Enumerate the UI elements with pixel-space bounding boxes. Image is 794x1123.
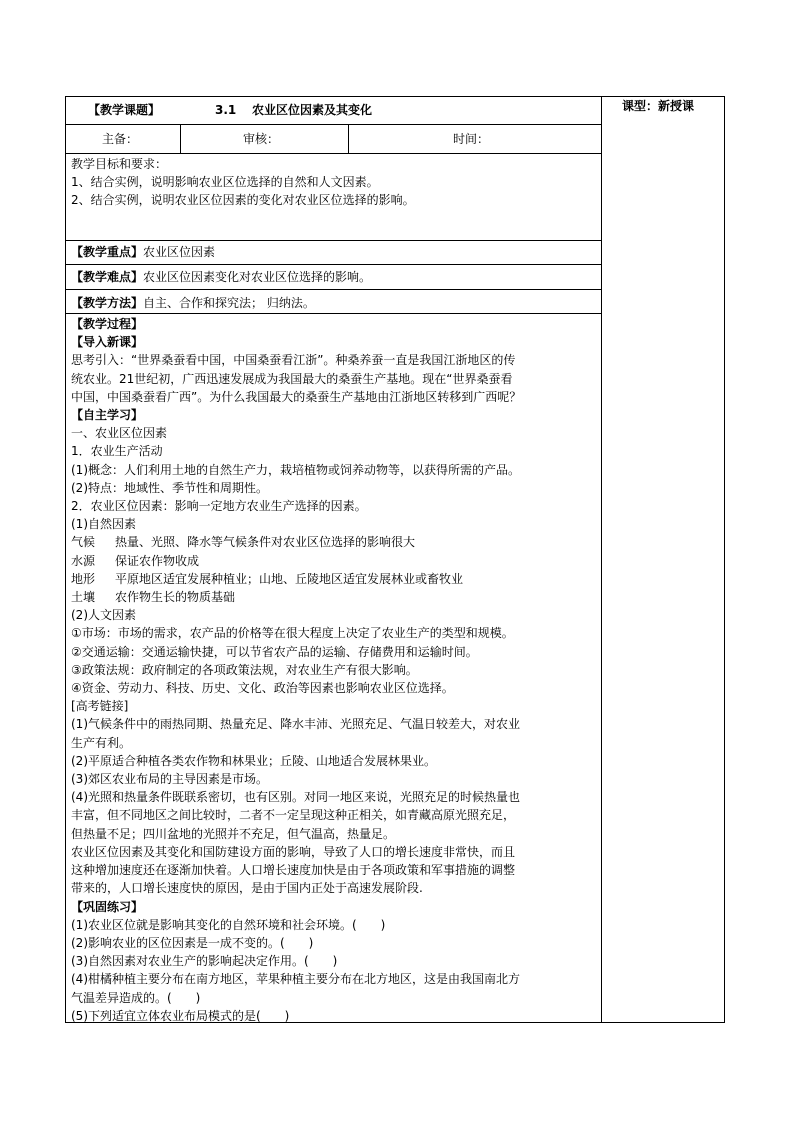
human-factor: ②交通运输：交通运输快捷，可以节省农产品的运输、存储费用和运输时间。 [71, 644, 478, 659]
natural-factors-label: (1)自然因素 [71, 517, 136, 532]
factor-value: 农作物生长的物质基础 [115, 590, 236, 605]
key-point-text: 农业区位因素 [143, 245, 216, 259]
row-divider-4 [65, 264, 602, 265]
topic-number: 3.1 [215, 103, 237, 117]
natural-factor-row [71, 533, 599, 551]
natural-factor-row [71, 570, 599, 588]
exam-line: (3)郊区农业布局的主导因素是市场。 [71, 772, 268, 787]
exam-line: (4)光照和热量条件既联系密切，也有区别。对同一地区来说，光照充足的时候热量也 [71, 790, 521, 805]
list-item: (1)概念：人们利用土地的自然生产力，栽培植物或饲养动物等，以获得所需的产品。 [71, 462, 521, 477]
practice-item: (5)下列适宜立体农业布局模式的是( ) [71, 1008, 290, 1023]
review-field: 审核： [243, 132, 280, 146]
intro-line: 思考引入：“世界桑蚕看中国，中国桑蚕看江浙”。种桑养蚕一直是我国江浙地区的传 [71, 353, 516, 368]
exam-line: 带来的，人口增长速度快的原因，是由于国内正处于高速发展阶段. [71, 881, 423, 896]
topic-title: 农业区位因素及其变化 [252, 103, 373, 117]
key-point-row [71, 243, 599, 261]
subsection-heading: 1．农业生产活动 [71, 444, 163, 459]
exam-line: 这种增加速度还在逐渐加快着。人口增长速度加快是由于各项政策和军事措施的调整 [71, 863, 516, 878]
table-border-right [724, 96, 725, 1023]
exam-line: 丰富，但不同地区之间比较时，二者不一定呈现这种正相关，如青藏高原光照充足， [71, 808, 516, 823]
natural-factor-row [71, 588, 599, 606]
human-factor: ①市场：市场的需求，农产品的价格等在很大程度上决定了农业生产的类型和规模。 [71, 626, 514, 641]
intro-line: 中国，中国桑蚕看广西”。为什么我国最大的桑蚕生产基地由江浙地区转移到广西呢？ [71, 389, 522, 404]
practice-item: (2)影响农业的区位因素是一成不变的。( ) [71, 935, 314, 950]
factor-key: 土壤 [71, 590, 96, 605]
host-field: 主备： [102, 132, 139, 146]
section-heading: 一、农业区位因素 [71, 426, 168, 441]
exam-line: (2)平原适合种植各类农作物和林果业；丘陵、山地适合发展林果业。 [71, 753, 437, 768]
row-divider-3 [65, 240, 602, 241]
exam-line: 生产有利。 [71, 735, 132, 750]
practice-item: (1)农业区位就是影响其变化的自然环境和社会环境。( ) [71, 917, 386, 932]
difficulty-row [71, 268, 599, 286]
staff-divider-1 [180, 124, 181, 154]
practice-label: 【巩固练习】 [71, 899, 144, 914]
process-title: 【教学过程】 [71, 317, 144, 331]
objective-item: 2、结合实例，说明农业区位因素的变化对农业区位选择的影响。 [71, 193, 415, 208]
practice-item: (4)柑橘种植主要分布在南方地区，苹果种植主要分布在北方地区，这是由我国南北方 [71, 972, 521, 987]
factor-value: 平原地区适宜发展种植业；山地、丘陵地区适宜发展林业或畜牧业 [115, 571, 464, 586]
human-factor: ③政策法规：政府制定的各项政策法规，对农业生产有很大影响。 [71, 662, 418, 677]
factor-value: 热量、光照、降水等气候条件对农业区位选择的影响很大 [115, 535, 416, 550]
intro-label: 【导入新课】 [71, 335, 144, 350]
row-divider-1 [65, 124, 602, 125]
self-study-label: 【自主学习】 [71, 408, 144, 423]
factor-key: 地形 [71, 571, 96, 586]
key-point-label: 【教学重点】 [71, 245, 144, 259]
natural-factor-row [71, 552, 599, 570]
time-field: 时间： [453, 132, 490, 146]
row-divider-6 [65, 313, 602, 314]
subsection-heading: 2．农业区位因素：影响一定地方农业生产选择的因素。 [71, 499, 367, 514]
method-row [71, 294, 599, 312]
exam-line: 农业区位因素及其变化和国防建设方面的影响，导致了人口的增长速度非常快，而且 [71, 844, 516, 859]
table-border-left [65, 96, 66, 1023]
method-text: 自主、合作和探究法； 归纳法。 [143, 296, 315, 310]
exam-line: 但热量不足；四川盆地的光照并不充足，但气温高，热量足。 [71, 826, 396, 841]
difficulty-label: 【教学难点】 [71, 270, 144, 284]
factor-key: 气候 [71, 535, 96, 550]
method-label: 【教学方法】 [71, 296, 144, 310]
objective-item: 1、结合实例，说明影响农业区位选择的自然和人文因素。 [71, 175, 379, 190]
practice-item: 气温差异造成的。( ) [71, 990, 201, 1005]
row-divider-5 [65, 289, 602, 290]
objectives-section [71, 155, 599, 210]
human-factors-label: (2)人文因素 [71, 608, 136, 623]
difficulty-text: 农业区位因素变化对农业区位选择的影响。 [143, 270, 372, 284]
topic-label: 【教学课题】 [88, 103, 161, 117]
exam-link-label: [高考链接] [71, 699, 129, 714]
row-divider-2 [65, 153, 602, 154]
staff-divider-2 [348, 124, 349, 154]
human-factor: ④资金、劳动力、科技、历史、文化、政治等因素也影响农业区位选择。 [71, 681, 454, 696]
column-divider [601, 96, 602, 1023]
list-item: (2)特点：地域性、季节性和周期性。 [71, 480, 268, 495]
process-section [71, 315, 599, 1025]
factor-value: 保证农作物收成 [115, 553, 200, 568]
practice-item: (3)自然因素对农业生产的影响起决定作用。( ) [71, 954, 338, 969]
exam-line: (1)气候条件中的雨热同期、热量充足、降水丰沛、光照充足、气温日较差大，对农业 [71, 717, 521, 732]
factor-key: 水源 [71, 553, 96, 568]
lesson-type: 课型：新授课 [622, 99, 695, 113]
objectives-title: 教学目标和要求： [71, 157, 168, 171]
intro-line: 统农业。21世纪初，广西迅速发展成为我国最大的桑蚕生产基地。现在“世界桑蚕看 [71, 371, 513, 386]
